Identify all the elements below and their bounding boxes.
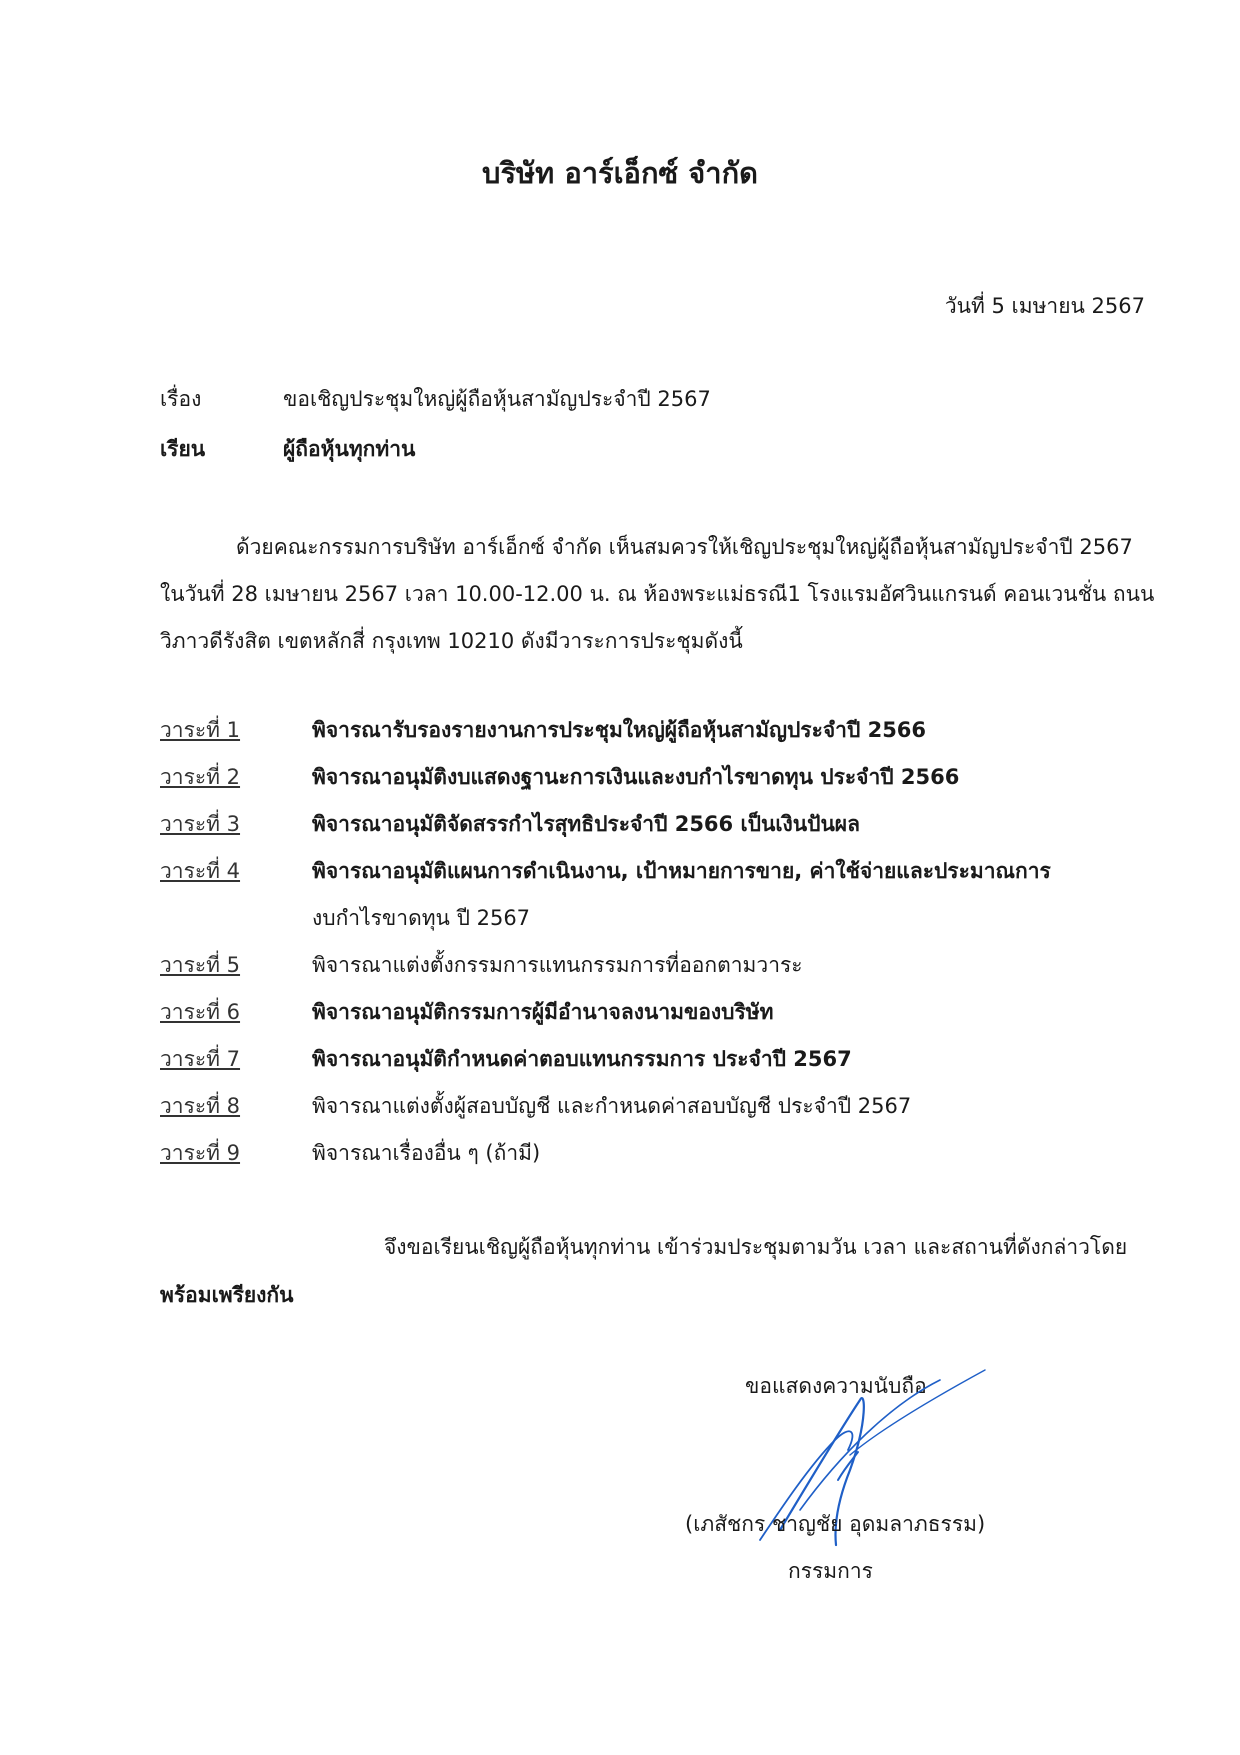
recipient-label: เรียน [160, 437, 206, 461]
body-line-1: ด้วยคณะกรรมการบริษัท อาร์เอ็กซ์ จำกัด เห็นสมควรให้เชิญประชุมใหญ่ผู้ถือหุ้นสามัญประจำปี 2567 [236, 535, 1133, 559]
signer-name: (เภสัชกร ชาญชัย อุดมลาภธรรม) [685, 1512, 986, 1536]
body-line-2: ในวันที่ 28 เมษายน 2567 เวลา 10.00-12.00 น. ณ ห้องพระแม่ธรณี1 โรงแรมอัศวินแกรนด์ คอนเวนชั่น ถนน [160, 582, 1155, 606]
agenda-number: วาระที่ 1 [160, 718, 241, 742]
agenda-item-text: พิจารณาแต่งตั้งกรรมการแทนกรรมการที่ออกตามวาระ [312, 953, 803, 977]
agenda-item-text: พิจารณาอนุมัติกรรมการผู้มีอำนาจลงนามของบริษัท [312, 1000, 774, 1024]
agenda-item-text: พิจารณาอนุมัติงบแสดงฐานะการเงินและงบกำไรขาดทุน ประจำปี 2566 [312, 765, 960, 789]
subject-value: ขอเชิญประชุมใหญ่ผู้ถือหุ้นสามัญประจำปี 2567 [283, 387, 711, 411]
signer-position: กรรมการ [788, 1559, 873, 1583]
agenda-number: วาระที่ 2 [160, 765, 241, 789]
agenda-item-text: พิจารณาอนุมัติแผนการดำเนินงาน, เป้าหมายการขาย, ค่าใช้จ่ายและประมาณการ [312, 859, 1051, 883]
agenda-number: วาระที่ 5 [160, 953, 241, 977]
regards-text: ขอแสดงความนับถือ [745, 1374, 927, 1398]
agenda-number: วาระที่ 3 [160, 812, 241, 836]
closing-line-1: จึงขอเรียนเชิญผู้ถือหุ้นทุกท่าน เข้าร่วมประชุมตามวัน เวลา และสถานที่ดังกล่าวโดย [384, 1235, 1128, 1259]
agenda-item-text: พิจารณาเรื่องอื่น ๆ (ถ้ามี) [312, 1141, 541, 1165]
recipient-value: ผู้ถือหุ้นทุกท่าน [283, 437, 416, 461]
agenda-number: วาระที่ 6 [160, 1000, 241, 1024]
agenda-number: วาระที่ 7 [160, 1047, 241, 1071]
agenda-item-text: พิจารณาแต่งตั้งผู้สอบบัญชี และกำหนดค่าสอบบัญชี ประจำปี 2567 [312, 1094, 912, 1118]
agenda-item-text-continued: งบกำไรขาดทุน ปี 2567 [312, 906, 531, 930]
agenda-number: วาระที่ 4 [160, 859, 241, 883]
agenda-number: วาระที่ 9 [160, 1141, 241, 1165]
agenda-item-text: พิจารณารับรองรายงานการประชุมใหญ่ผู้ถือหุ้นสามัญประจำปี 2566 [312, 718, 927, 742]
letter-date: วันที่ 5 เมษายน 2567 [944, 294, 1145, 318]
agenda-item-text: พิจารณาอนุมัติจัดสรรกำไรสุทธิประจำปี 2566 เป็นเงินปันผล [312, 812, 860, 836]
company-name: บริษัท อาร์เอ็กซ์ จำกัด [482, 156, 758, 190]
body-line-3: วิภาวดีรังสิต เขตหลักสี่ กรุงเทพ 10210 ดังมีวาระการประชุมดังนี้ [160, 629, 743, 653]
subject-label: เรื่อง [160, 387, 202, 411]
agenda-number: วาระที่ 8 [160, 1094, 241, 1118]
agenda-item-text: พิจารณาอนุมัติกำหนดค่าตอบแทนกรรมการ ประจำปี 2567 [312, 1047, 852, 1071]
closing-line-2: พร้อมเพรียงกัน [160, 1283, 294, 1307]
